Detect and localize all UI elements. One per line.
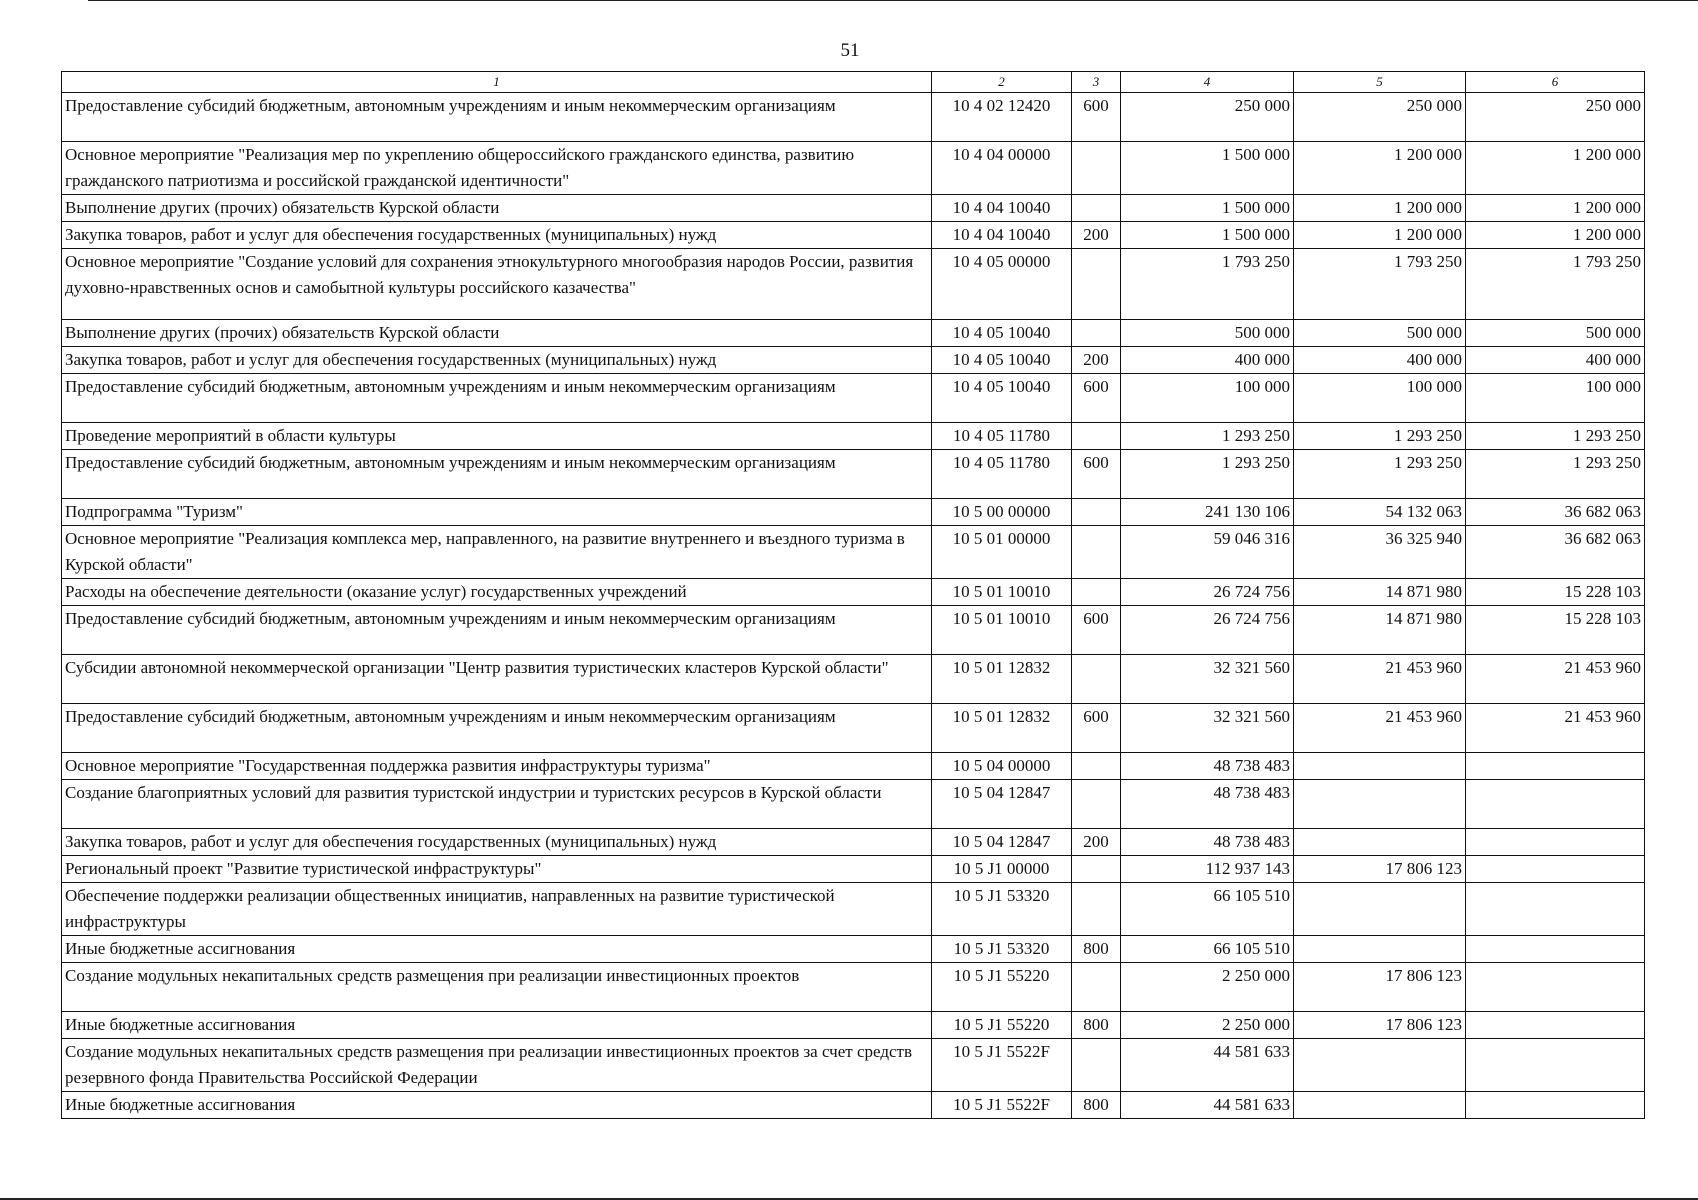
target-code-cell: 10 5 J1 5522F bbox=[932, 1039, 1072, 1092]
table-row bbox=[62, 423, 1645, 450]
expense-type-cell bbox=[1072, 195, 1121, 222]
amount-col5-cell: 21 453 960 bbox=[1294, 704, 1466, 753]
expense-type-cell: 600 bbox=[1072, 704, 1121, 753]
target-code-cell: 10 4 05 10040 bbox=[932, 320, 1072, 347]
column-header: 3 bbox=[1072, 72, 1121, 93]
amount-col5-cell bbox=[1294, 829, 1466, 856]
amount-col4-cell: 241 130 106 bbox=[1121, 499, 1294, 526]
expense-name-cell: Иные бюджетные ассигнования bbox=[62, 936, 932, 963]
target-code-cell: 10 4 04 00000 bbox=[932, 142, 1072, 195]
amount-col4-cell: 250 000 bbox=[1121, 93, 1294, 142]
amount-col5-cell: 21 453 960 bbox=[1294, 655, 1466, 704]
expense-name-cell: Предоставление субсидий бюджетным, автономным учреждениям и иным некоммерческим организациям bbox=[62, 374, 932, 423]
target-code-cell: 10 4 04 10040 bbox=[932, 195, 1072, 222]
expense-name-cell: Субсидии автономной некоммерческой организации "Центр развития туристических кластеров Курской области" bbox=[62, 655, 932, 704]
expense-name-cell: Основное мероприятие "Реализация комплекса мер, направленного, на развитие внутреннего и въездного туризма в Курской области" bbox=[62, 526, 932, 579]
target-code-cell: 10 4 05 11780 bbox=[932, 423, 1072, 450]
amount-col5-cell: 1 200 000 bbox=[1294, 222, 1466, 249]
target-code-cell: 10 4 05 10040 bbox=[932, 374, 1072, 423]
target-code-cell: 10 5 J1 5522F bbox=[932, 1092, 1072, 1119]
expense-name-cell: Создание благоприятных условий для развития туристской индустрии и туристских ресурсов в Курской области bbox=[62, 780, 932, 829]
amount-col5-cell: 14 871 980 bbox=[1294, 606, 1466, 655]
expense-type-cell: 600 bbox=[1072, 374, 1121, 423]
amount-col6-cell bbox=[1466, 753, 1645, 780]
top-edge-rule bbox=[88, 0, 1698, 1]
table-row bbox=[62, 93, 1645, 142]
target-code-cell: 10 5 J1 00000 bbox=[932, 856, 1072, 883]
amount-col6-cell bbox=[1466, 1039, 1645, 1092]
amount-col4-cell: 32 321 560 bbox=[1121, 704, 1294, 753]
table-row bbox=[62, 1092, 1645, 1119]
target-code-cell: 10 5 01 12832 bbox=[932, 655, 1072, 704]
expense-type-cell bbox=[1072, 526, 1121, 579]
amount-col5-cell: 14 871 980 bbox=[1294, 579, 1466, 606]
amount-col4-cell: 48 738 483 bbox=[1121, 829, 1294, 856]
amount-col5-cell: 500 000 bbox=[1294, 320, 1466, 347]
budget-table bbox=[61, 71, 1645, 1119]
expense-name-cell: Проведение мероприятий в области культуры bbox=[62, 423, 932, 450]
amount-col5-cell: 100 000 bbox=[1294, 374, 1466, 423]
table-row bbox=[62, 1039, 1645, 1092]
expense-type-cell: 200 bbox=[1072, 829, 1121, 856]
column-header: 4 bbox=[1121, 72, 1294, 93]
amount-col6-cell bbox=[1466, 1012, 1645, 1039]
amount-col4-cell: 26 724 756 bbox=[1121, 606, 1294, 655]
target-code-cell: 10 5 J1 55220 bbox=[932, 963, 1072, 1012]
amount-col4-cell: 26 724 756 bbox=[1121, 579, 1294, 606]
expense-type-cell: 800 bbox=[1072, 1092, 1121, 1119]
target-code-cell: 10 4 05 10040 bbox=[932, 347, 1072, 374]
amount-col4-cell: 1 500 000 bbox=[1121, 195, 1294, 222]
target-code-cell: 10 5 01 10010 bbox=[932, 606, 1072, 655]
target-code-cell: 10 5 01 00000 bbox=[932, 526, 1072, 579]
expense-type-cell: 800 bbox=[1072, 936, 1121, 963]
table-row bbox=[62, 347, 1645, 374]
expense-name-cell: Создание модульных некапитальных средств размещения при реализации инвестиционных проектов за счет средств резервного фонда Правительства Российской Федерации bbox=[62, 1039, 932, 1092]
column-header: 2 bbox=[932, 72, 1072, 93]
target-code-cell: 10 4 02 12420 bbox=[932, 93, 1072, 142]
expense-type-cell bbox=[1072, 856, 1121, 883]
amount-col6-cell bbox=[1466, 936, 1645, 963]
amount-col6-cell bbox=[1466, 829, 1645, 856]
table-row bbox=[62, 780, 1645, 829]
target-code-cell: 10 4 05 11780 bbox=[932, 450, 1072, 499]
column-header: 6 bbox=[1466, 72, 1645, 93]
column-header: 5 bbox=[1294, 72, 1466, 93]
amount-col4-cell: 2 250 000 bbox=[1121, 963, 1294, 1012]
expense-type-cell: 200 bbox=[1072, 347, 1121, 374]
amount-col6-cell: 15 228 103 bbox=[1466, 579, 1645, 606]
expense-type-cell: 600 bbox=[1072, 606, 1121, 655]
amount-col4-cell: 1 293 250 bbox=[1121, 423, 1294, 450]
amount-col4-cell: 500 000 bbox=[1121, 320, 1294, 347]
table-row bbox=[62, 655, 1645, 704]
table-row bbox=[62, 753, 1645, 780]
expense-name-cell: Создание модульных некапитальных средств размещения при реализации инвестиционных проектов bbox=[62, 963, 932, 1012]
expense-name-cell: Предоставление субсидий бюджетным, автономным учреждениям и иным некоммерческим организациям bbox=[62, 704, 932, 753]
expense-type-cell bbox=[1072, 249, 1121, 320]
amount-col4-cell: 48 738 483 bbox=[1121, 780, 1294, 829]
amount-col5-cell bbox=[1294, 1039, 1466, 1092]
expense-type-cell bbox=[1072, 142, 1121, 195]
amount-col5-cell: 1 293 250 bbox=[1294, 423, 1466, 450]
amount-col4-cell: 66 105 510 bbox=[1121, 883, 1294, 936]
amount-col5-cell: 400 000 bbox=[1294, 347, 1466, 374]
amount-col4-cell: 1 293 250 bbox=[1121, 450, 1294, 499]
target-code-cell: 10 5 04 12847 bbox=[932, 829, 1072, 856]
target-code-cell: 10 4 04 10040 bbox=[932, 222, 1072, 249]
amount-col4-cell: 1 500 000 bbox=[1121, 142, 1294, 195]
expense-name-cell: Выполнение других (прочих) обязательств Курской области bbox=[62, 320, 932, 347]
expense-name-cell: Предоставление субсидий бюджетным, автономным учреждениям и иным некоммерческим организациям bbox=[62, 450, 932, 499]
amount-col5-cell bbox=[1294, 936, 1466, 963]
amount-col6-cell: 1 200 000 bbox=[1466, 222, 1645, 249]
amount-col4-cell: 44 581 633 bbox=[1121, 1092, 1294, 1119]
amount-col4-cell: 2 250 000 bbox=[1121, 1012, 1294, 1039]
amount-col6-cell bbox=[1466, 1092, 1645, 1119]
table-row bbox=[62, 963, 1645, 1012]
amount-col6-cell: 15 228 103 bbox=[1466, 606, 1645, 655]
amount-col4-cell: 1 500 000 bbox=[1121, 222, 1294, 249]
target-code-cell: 10 5 J1 53320 bbox=[932, 936, 1072, 963]
expense-type-cell bbox=[1072, 1039, 1121, 1092]
amount-col4-cell: 32 321 560 bbox=[1121, 655, 1294, 704]
table-row bbox=[62, 222, 1645, 249]
amount-col4-cell: 48 738 483 bbox=[1121, 753, 1294, 780]
expense-type-cell: 800 bbox=[1072, 1012, 1121, 1039]
expense-type-cell bbox=[1072, 780, 1121, 829]
target-code-cell: 10 5 01 12832 bbox=[932, 704, 1072, 753]
budget-table-body bbox=[62, 93, 1645, 1119]
table-row bbox=[62, 142, 1645, 195]
table-row bbox=[62, 320, 1645, 347]
target-code-cell: 10 5 J1 53320 bbox=[932, 883, 1072, 936]
table-row bbox=[62, 249, 1645, 320]
expense-name-cell: Основное мероприятие "Реализация мер по укреплению общероссийского гражданского единства, развитию гражданского патриотизма и российской гражданской идентичности" bbox=[62, 142, 932, 195]
amount-col4-cell: 1 793 250 bbox=[1121, 249, 1294, 320]
amount-col6-cell bbox=[1466, 780, 1645, 829]
amount-col5-cell: 1 200 000 bbox=[1294, 195, 1466, 222]
amount-col5-cell: 17 806 123 bbox=[1294, 963, 1466, 1012]
amount-col4-cell: 66 105 510 bbox=[1121, 936, 1294, 963]
table-row bbox=[62, 450, 1645, 499]
amount-col4-cell: 44 581 633 bbox=[1121, 1039, 1294, 1092]
table-row bbox=[62, 1012, 1645, 1039]
amount-col5-cell: 17 806 123 bbox=[1294, 1012, 1466, 1039]
expense-type-cell bbox=[1072, 753, 1121, 780]
amount-col5-cell: 1 200 000 bbox=[1294, 142, 1466, 195]
amount-col6-cell: 36 682 063 bbox=[1466, 526, 1645, 579]
target-code-cell: 10 5 04 00000 bbox=[932, 753, 1072, 780]
expense-type-cell bbox=[1072, 320, 1121, 347]
amount-col6-cell: 1 293 250 bbox=[1466, 450, 1645, 499]
expense-type-cell bbox=[1072, 579, 1121, 606]
expense-name-cell: Иные бюджетные ассигнования bbox=[62, 1092, 932, 1119]
table-row bbox=[62, 195, 1645, 222]
amount-col6-cell: 500 000 bbox=[1466, 320, 1645, 347]
amount-col6-cell bbox=[1466, 963, 1645, 1012]
target-code-cell: 10 4 05 00000 bbox=[932, 249, 1072, 320]
table-row bbox=[62, 829, 1645, 856]
page-number: 51 bbox=[840, 40, 860, 61]
amount-col4-cell: 400 000 bbox=[1121, 347, 1294, 374]
table-row bbox=[62, 936, 1645, 963]
column-number-row bbox=[62, 72, 1645, 93]
table-row bbox=[62, 526, 1645, 579]
amount-col6-cell: 400 000 bbox=[1466, 347, 1645, 374]
amount-col5-cell: 36 325 940 bbox=[1294, 526, 1466, 579]
expense-type-cell bbox=[1072, 655, 1121, 704]
amount-col5-cell: 1 793 250 bbox=[1294, 249, 1466, 320]
amount-col5-cell bbox=[1294, 780, 1466, 829]
amount-col5-cell: 1 293 250 bbox=[1294, 450, 1466, 499]
expense-type-cell: 600 bbox=[1072, 93, 1121, 142]
table-row bbox=[62, 883, 1645, 936]
table-row bbox=[62, 374, 1645, 423]
expense-name-cell: Расходы на обеспечение деятельности (оказание услуг) государственных учреждений bbox=[62, 579, 932, 606]
amount-col4-cell: 100 000 bbox=[1121, 374, 1294, 423]
expense-type-cell bbox=[1072, 499, 1121, 526]
expense-name-cell: Закупка товаров, работ и услуг для обеспечения государственных (муниципальных) нужд bbox=[62, 829, 932, 856]
table-row bbox=[62, 579, 1645, 606]
expense-name-cell: Закупка товаров, работ и услуг для обеспечения государственных (муниципальных) нужд bbox=[62, 222, 932, 249]
amount-col6-cell: 21 453 960 bbox=[1466, 655, 1645, 704]
expense-type-cell bbox=[1072, 883, 1121, 936]
expense-name-cell: Основное мероприятие "Государственная поддержка развития инфраструктуры туризма" bbox=[62, 753, 932, 780]
target-code-cell: 10 5 01 10010 bbox=[932, 579, 1072, 606]
target-code-cell: 10 5 04 12847 bbox=[932, 780, 1072, 829]
expense-name-cell: Предоставление субсидий бюджетным, автономным учреждениям и иным некоммерческим организациям bbox=[62, 93, 932, 142]
amount-col6-cell: 1 793 250 bbox=[1466, 249, 1645, 320]
expense-name-cell: Основное мероприятие "Создание условий для сохранения этнокультурного многообразия народов России, развития духовно-нравственных основ и самобытной культуры российского казачества" bbox=[62, 249, 932, 320]
expense-type-cell: 200 bbox=[1072, 222, 1121, 249]
amount-col6-cell: 100 000 bbox=[1466, 374, 1645, 423]
expense-name-cell: Региональный проект "Развитие туристической инфраструктуры" bbox=[62, 856, 932, 883]
amount-col4-cell: 112 937 143 bbox=[1121, 856, 1294, 883]
amount-col6-cell bbox=[1466, 856, 1645, 883]
expense-name-cell: Выполнение других (прочих) обязательств Курской области bbox=[62, 195, 932, 222]
expense-name-cell: Иные бюджетные ассигнования bbox=[62, 1012, 932, 1039]
amount-col6-cell: 1 200 000 bbox=[1466, 195, 1645, 222]
table-row bbox=[62, 856, 1645, 883]
amount-col6-cell: 36 682 063 bbox=[1466, 499, 1645, 526]
amount-col5-cell bbox=[1294, 753, 1466, 780]
column-header: 1 bbox=[62, 72, 932, 93]
target-code-cell: 10 5 J1 55220 bbox=[932, 1012, 1072, 1039]
table-row bbox=[62, 606, 1645, 655]
amount-col5-cell: 17 806 123 bbox=[1294, 856, 1466, 883]
expense-type-cell bbox=[1072, 423, 1121, 450]
target-code-cell: 10 5 00 00000 bbox=[932, 499, 1072, 526]
amount-col5-cell: 250 000 bbox=[1294, 93, 1466, 142]
amount-col5-cell: 54 132 063 bbox=[1294, 499, 1466, 526]
expense-type-cell bbox=[1072, 963, 1121, 1012]
amount-col6-cell: 1 200 000 bbox=[1466, 142, 1645, 195]
table-row bbox=[62, 704, 1645, 753]
expense-name-cell: Предоставление субсидий бюджетным, автономным учреждениям и иным некоммерческим организациям bbox=[62, 606, 932, 655]
amount-col6-cell: 1 293 250 bbox=[1466, 423, 1645, 450]
amount-col4-cell: 59 046 316 bbox=[1121, 526, 1294, 579]
expense-name-cell: Закупка товаров, работ и услуг для обеспечения государственных (муниципальных) нужд bbox=[62, 347, 932, 374]
expense-name-cell: Подпрограмма "Туризм" bbox=[62, 499, 932, 526]
expense-name-cell: Обеспечение поддержки реализации общественных инициатив, направленных на развитие туристической инфраструктуры bbox=[62, 883, 932, 936]
amount-col5-cell bbox=[1294, 1092, 1466, 1119]
amount-col6-cell bbox=[1466, 883, 1645, 936]
amount-col6-cell: 21 453 960 bbox=[1466, 704, 1645, 753]
amount-col6-cell: 250 000 bbox=[1466, 93, 1645, 142]
expense-type-cell: 600 bbox=[1072, 450, 1121, 499]
amount-col5-cell bbox=[1294, 883, 1466, 936]
table-row bbox=[62, 499, 1645, 526]
